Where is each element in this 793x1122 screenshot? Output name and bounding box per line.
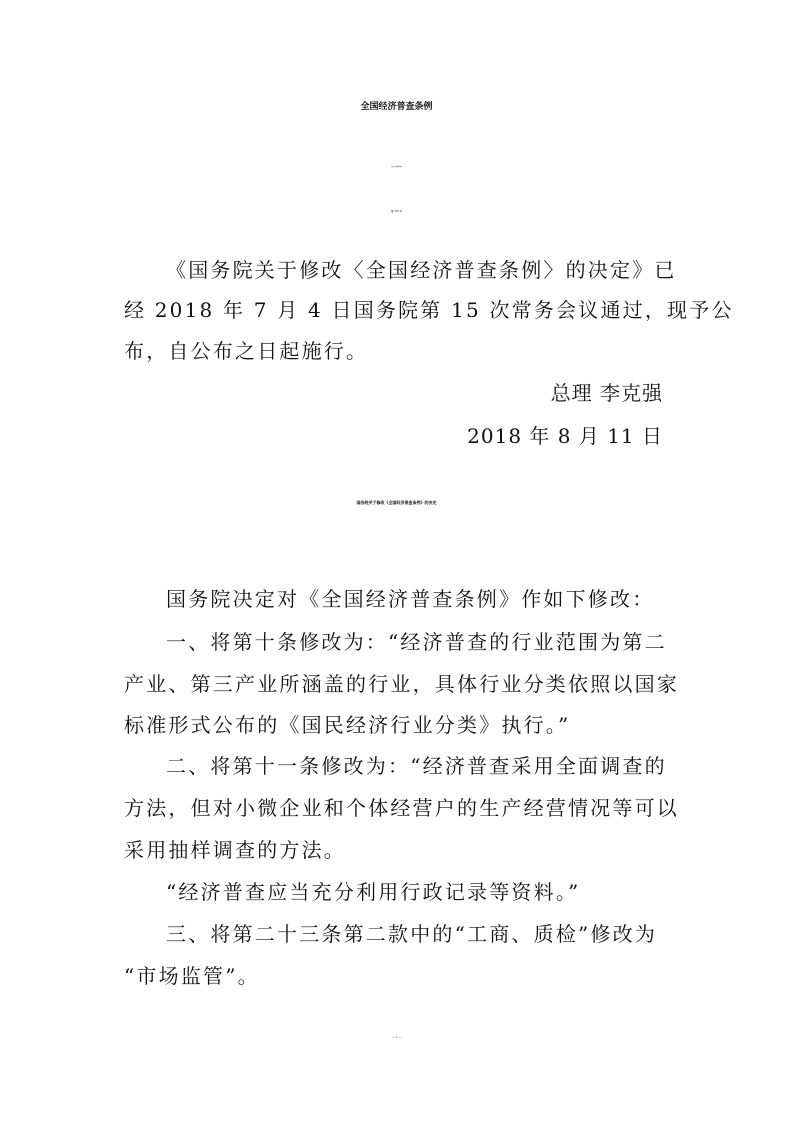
signatory: 总理 李克强 [550,381,663,405]
decision-line: 采用抽样调查的方法。 [124,838,346,862]
decision-line: 国务院决定对《全国经济普查条例》作如下修改： [166,587,655,611]
document-title: 全国经济普查条例 [360,102,433,112]
order-issuer: 中华人民共和国国务院令 [391,167,402,168]
signing-date: 2018 年 8 月 11 日 [467,424,663,448]
decision-title: 国务院关于修改《全国经济普查条例》的决定 [356,500,437,505]
decision-line: 产业、第三产业所涵盖的行业，具体行业分类依照以国家 [124,672,679,696]
decision-line: 方法，但对小微企业和个体经营户的生产经营情况等可以 [124,796,679,820]
decision-line: “经济普查应当充分利用行政记录等资料。” [166,880,581,904]
decision-line: 三、将第二十三条第二款中的“工商、质检”修改为 [166,922,658,946]
decision-line: 一、将第十条修改为：“经济普查的行业范围为第二 [166,630,667,654]
announcement-line: 《国务院关于修改〈全国经济普查条例〉的决定》已 [166,258,677,282]
page-number: — 1 — [391,1035,402,1039]
decision-line: 二、将第十一条修改为：“经济普查采用全面调查的 [166,754,667,778]
decision-line: 标准形式公布的《国民经济行业分类》执行。” [124,713,571,737]
decision-line: “市场监管”。 [124,964,260,988]
order-number: 第 702 号 [390,210,403,213]
announcement-line: 布，自公布之日起施行。 [124,339,369,363]
announcement-line: 经 2018 年 7 月 4 日国务院第 15 次常务会议通过，现予公 [124,298,734,322]
